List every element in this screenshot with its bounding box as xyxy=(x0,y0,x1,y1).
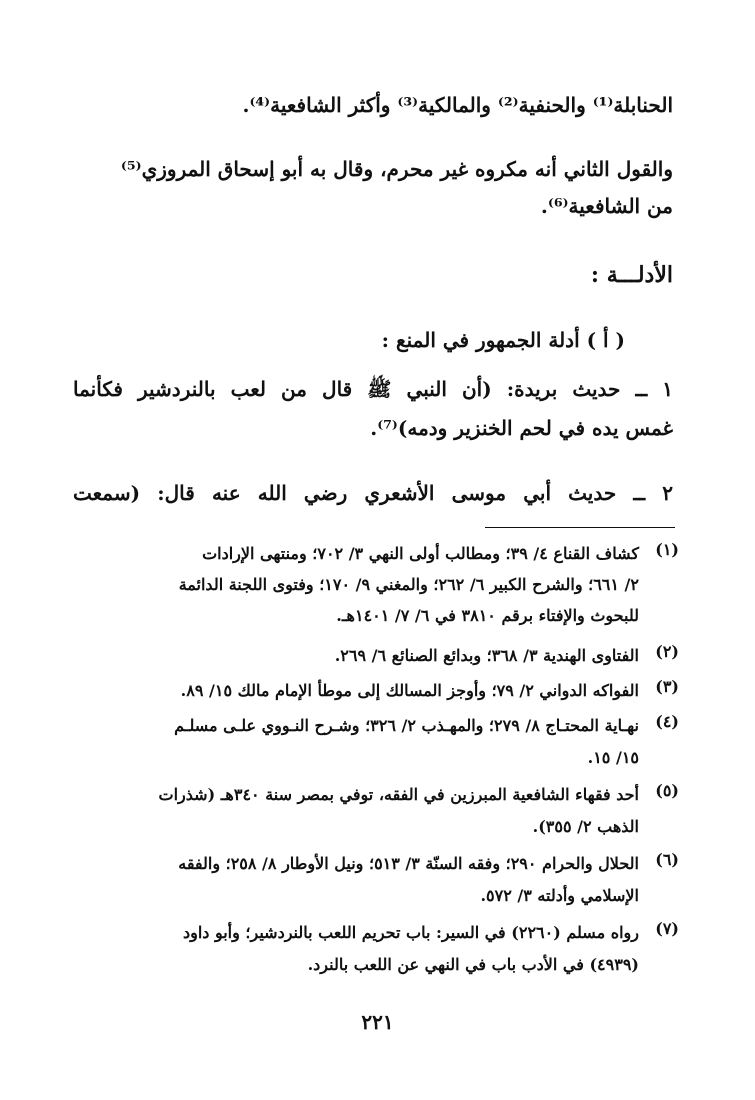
footnote-line: رواه مسلم (٢٢٦٠) في السير: باب تحريم اللعب بالنردشير؛ وأبو داود xyxy=(182,923,639,942)
hadith-line: ١ ــ حديث بريدة: (أن النبي ﷺ قال من لعب بالنردشير فكأنما xyxy=(73,377,673,401)
footnote-line: نهـاية المحتـاج ٨/ ٢٧٩؛ والمهـذب ٢/ ٣٢٦؛ وشـرح النـووي علـى مسلـم xyxy=(174,716,639,735)
hadith-line: غمس يده في لحم الخنزير ودمه)⁽⁷⁾. xyxy=(370,416,673,440)
subsection-heading: ( أ ) أدلة الجمهور في المنع : xyxy=(381,328,625,352)
paragraph-line: والقول الثاني أنه مكروه غير محرم، وقال به أبو إسحاق المروزي⁽⁵⁾ xyxy=(120,157,673,181)
footnote-number: (٣) xyxy=(655,677,679,696)
section-heading: الأدلـــة : xyxy=(590,262,673,288)
footnote-number: (١) xyxy=(655,540,679,559)
footnote-line: ٢/ ٦٦١؛ والشرح الكبير ٦/ ٢٦٢؛ والمغني ٩/ ١٧٠؛ وفتوى اللجنة الدائمة xyxy=(178,575,639,594)
footnote-line: الفواكه الدواني ٢/ ٧٩؛ وأوجز المسالك إلى موطأ الإمام مالك ١٥/ ٨٩. xyxy=(180,681,639,700)
footnote-line: (٤٩٣٩) في الأدب باب في النهي عن اللعب بالنرد. xyxy=(307,955,639,974)
paragraph-line: من الشافعية⁽⁶⁾. xyxy=(540,194,673,218)
footnote-line: ١٥/ ١٥. xyxy=(587,748,639,767)
footnote-line: الفتاوى الهندية ٣/ ٣٦٨؛ وبدائع الصنائع ٦/ ٢٦٩. xyxy=(334,646,639,665)
footnote-line: الحلال والحرام ٢٩٠؛ وفقه السنّة ٣/ ٥١٣؛ ونيل الأوطار ٨/ ٢٥٨؛ والفقه xyxy=(178,854,639,873)
footnote-line: الذهب ٢/ ٣٥٥). xyxy=(532,817,639,836)
footnote-number: (٤) xyxy=(655,712,679,731)
footnote-number: (٧) xyxy=(655,919,679,938)
hadith-line: ٢ ــ حديث أبي موسى الأشعري رضي الله عنه قال: (سمعت xyxy=(73,481,673,505)
footnote-number: (٦) xyxy=(655,850,679,869)
footnote-line: الإسلامي وأدلته ٣/ ٥٧٢. xyxy=(480,886,639,905)
footnote-line: للبحوث والإفتاء برقم ٣٨١٠ في ٦/ ٧/ ١٤٠١هـ. xyxy=(336,606,639,625)
paragraph-line: الحنابلة⁽¹⁾ والحنفية⁽²⁾ والمالكية⁽³⁾ وأكثر الشافعية⁽⁴⁾. xyxy=(242,93,673,117)
footnote-line: كشاف القناع ٤/ ٣٩؛ ومطالب أولى النهي ٣/ ٧٠٢؛ ومنتهى الإرادات xyxy=(202,544,639,563)
footnote-number: (٢) xyxy=(655,642,679,661)
page-number: ٢٢١ xyxy=(361,1010,394,1034)
footnote-line: أحد فقهاء الشافعية المبرزين في الفقه، توفي بمصر سنة ٣٤٠هـ (شذرات xyxy=(158,785,639,804)
footnote-number: (٥) xyxy=(655,781,679,800)
footnote-separator xyxy=(485,527,675,528)
